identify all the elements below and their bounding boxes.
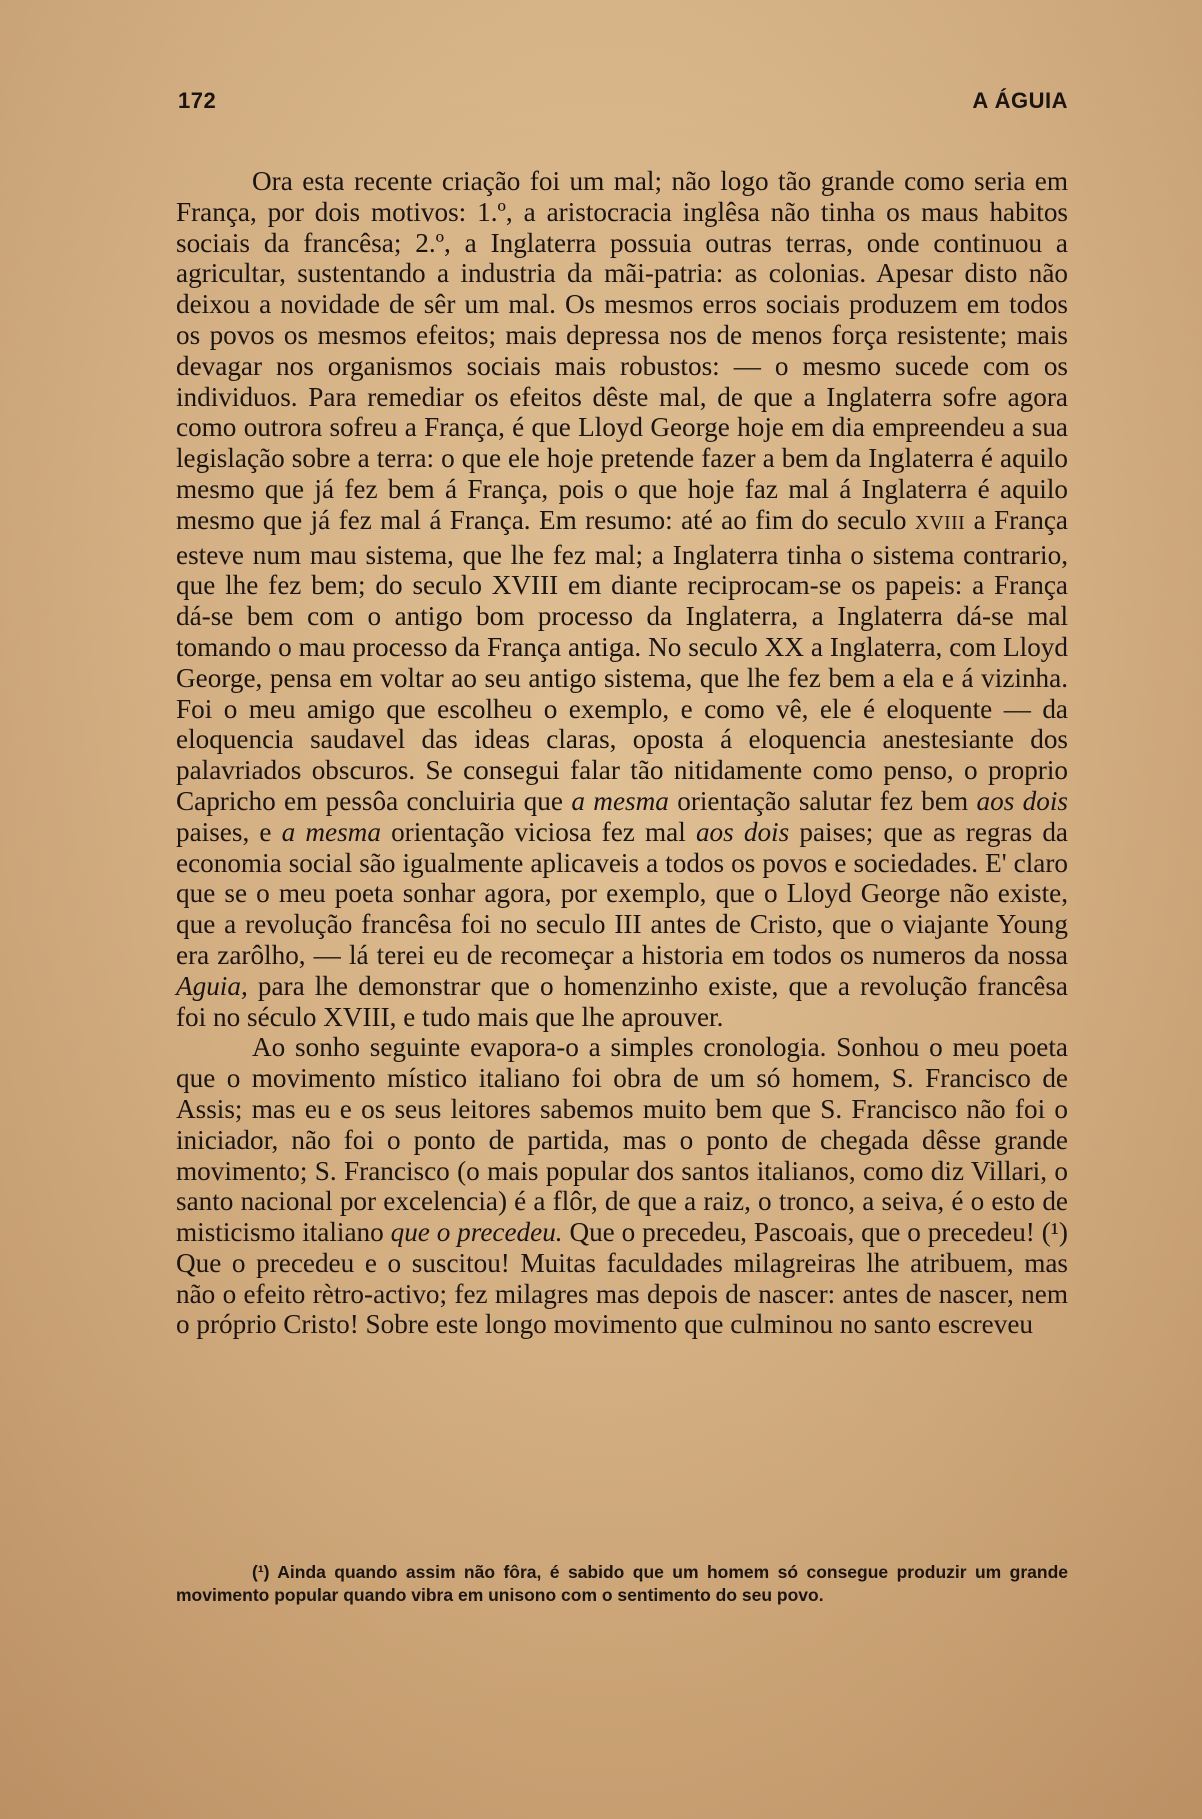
footnote-paragraph [176, 1561, 1068, 1607]
text-span: para lhe demonstrar que o homenzinho existe, que a revolução francêsa foi no século XVIII, e tudo mais que lhe aprouver. [176, 970, 1068, 1032]
footnote-text: Ainda quando assim não fôra, é sabido que um homem só consegue produzir um grande movimento popular quando vibra em unisono com o sentimento do seu povo. [176, 1562, 1068, 1605]
text-span: orientação viciosa fez mal [380, 816, 696, 847]
page-header [178, 88, 1068, 114]
text-span: paises, e [176, 816, 282, 847]
italic-span: a mesma [571, 785, 669, 816]
italic-span: que o precedeu. [390, 1217, 563, 1248]
italic-span: aos dois [976, 785, 1069, 816]
italic-span: aos dois [695, 816, 790, 847]
page-number: 172 [178, 88, 217, 113]
text-span: Que o precedeu, Pascoais, que o precedeu! [562, 1217, 1042, 1248]
text-span: paises; que as regras da economia social são igualmente aplicaveis a todos os povos e sociedades. E' claro que se o meu poeta sonhar agora, por exemplo, que o Lloyd George não existe, que a revolução francêsa foi no seculo III antes de Cristo, que o viajante Young era zarôlho, — lá terei eu de recomeçar a historia em todos os numeros da nossa [176, 816, 1069, 970]
italic-span: Aguia, [176, 970, 248, 1001]
text-span: Que o precedeu e o suscitou! Muitas faculdades milagreiras lhe atribuem, mas não o efeito rètro-activo; fez milagres mas depois de nascer: antes de nascer, nem o próprio Cristo! Sobre este longo movimento que culminou no santo escreveu [176, 1247, 1068, 1340]
small-caps-span: XVIII [914, 512, 966, 534]
footnote-marker: (¹) [252, 1562, 270, 1582]
text-span: a França esteve num mau sistema, que lhe fez mal; a Inglaterra tinha o sistema contrario, que lhe fez bem; do seculo XVIII em diante reciprocam-se os papeis: a França dá-se bem com o antigo bom processo da Inglaterra, a Inglaterra dá-se mal tomando o mau processo da França antiga. No seculo XX a Inglaterra, com Lloyd George, pensa em voltar ao seu antigo sistema, que lhe fez bem a ela e á vizinha. Foi o meu amigo que escolheu o exemplo, e como vê, ele é eloquente — da eloquencia saudavel das ideas claras, oposta á eloquencia anestesiante dos palavriados obscuros. Se consegui falar tão nitidamente como penso, o proprio Capricho em pessôa concluiria que [176, 504, 1068, 816]
paragraph-2 [176, 1032, 1068, 1340]
text-span: Ora esta recente criação foi um mal; não logo tão grande como seria em França, por dois motivos: 1.º, a aristocracia inglêsa não tinha os maus habitos sociais da francêsa; 2.º, a Inglaterra possuia outras terras, onde continuou a agricultar, sustentando a industria da mãi-patria: as colonias. Apesar disto não deixou a novidade de sêr um mal. Os mesmos erros sociais produzem em todos os povos os mesmos efeitos; mais depressa nos de menos força resistente; mais devagar nos organismos sociais mais robustos: — o mesmo sucede com os individuos. Para remediar os efeitos dêste mal, de que a Inglaterra sofre agora como outrora sofreu a França, é que Lloyd George hoje em dia empreendeu a sua legislação sobre a terra: o que ele hoje pretende fazer a bem da Inglaterra é aquilo mesmo que já fez bem á França, pois o que hoje faz mal á Inglaterra é aquilo mesmo que já fez mal á França. Em resumo: até ao fim do seculo [176, 166, 1068, 535]
body-text [176, 166, 1068, 1340]
text-span: orientação salutar fez bem [668, 785, 977, 816]
italic-span: a mesma [281, 816, 381, 847]
text-span: Ao sonho seguinte evapora-o a simples cronologia. Sonhou o meu poeta que o movimento místico italiano foi obra de um só homem, S. Francisco de Assis; mas eu e os seus leitores sabemos muito bem que S. Francisco não foi o iniciador, não foi o ponto de partida, mas o ponto de chegada dêsse grande movimento; S. Francisco (o mais popular dos santos italianos, como diz Villari, o santo nacional por excelencia) é a flôr, de que a raiz, o tronco, a seiva, é o esto de misticismo italiano [176, 1032, 1068, 1248]
running-title: A ÁGUIA [972, 88, 1068, 113]
footnote [176, 1561, 1068, 1607]
paragraph-1 [176, 166, 1068, 1032]
footnote-reference: (¹) [1041, 1217, 1068, 1248]
